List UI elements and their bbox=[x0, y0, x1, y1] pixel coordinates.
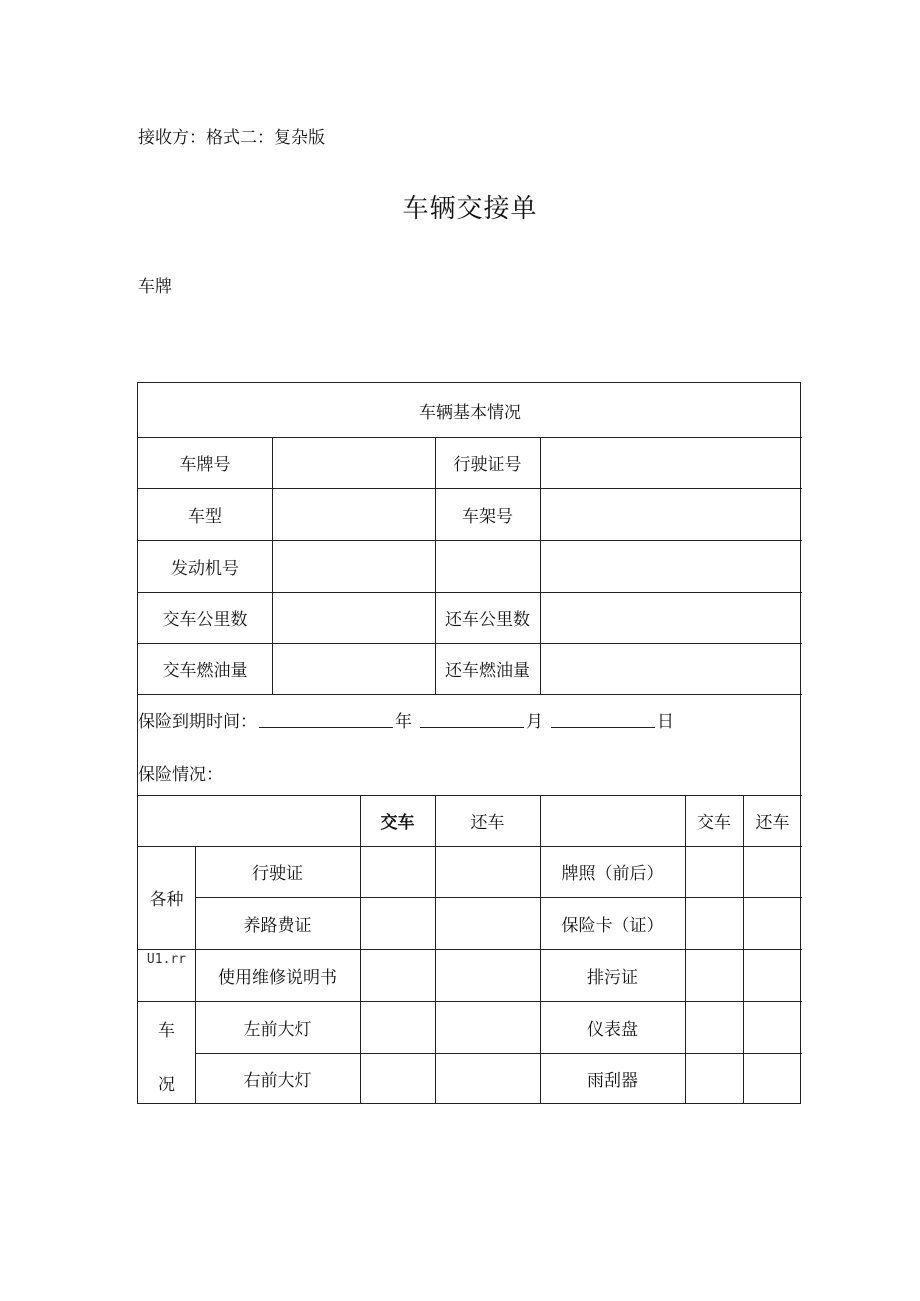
field-license-number[interactable] bbox=[540, 437, 802, 488]
label-license-number: 行驶证号 bbox=[453, 455, 522, 475]
field-return-mileage[interactable] bbox=[540, 592, 802, 643]
col-header-return: 还车 bbox=[470, 813, 505, 833]
plate-label: 车牌 bbox=[138, 277, 172, 297]
label-plate-number: 车牌号 bbox=[179, 455, 231, 475]
col-header-return-right: 还车 bbox=[755, 813, 790, 833]
receiver-format-line: 接收方：格式二：复杂版 bbox=[138, 128, 325, 148]
field-engine-number[interactable] bbox=[272, 540, 435, 592]
item-dashboard: 仪表盘 bbox=[587, 1019, 638, 1040]
col-header-deliver-right: 交车 bbox=[697, 813, 731, 833]
group-label-documents: 各种 bbox=[149, 890, 184, 910]
field-return-fuel[interactable] bbox=[540, 643, 802, 694]
grid-line bbox=[138, 694, 802, 695]
item-driving-license: 行驶证 bbox=[252, 864, 303, 884]
item-left-headlight: 左前大灯 bbox=[243, 1019, 312, 1040]
item-right-headlight: 右前大灯 bbox=[243, 1071, 312, 1091]
item-road-fee-certificate: 养路费证 bbox=[243, 915, 312, 936]
item-emission-certificate: 排污证 bbox=[587, 967, 638, 988]
empty-label-cell bbox=[435, 540, 540, 592]
label-return-fuel: 还车燃油量 bbox=[445, 661, 530, 681]
month-label: 月 bbox=[526, 711, 543, 732]
item-wipers: 雨刮器 bbox=[587, 1071, 638, 1091]
label-vehicle-model: 车型 bbox=[188, 506, 222, 527]
item-license-plates: 牌照（前后） bbox=[561, 864, 664, 884]
insurance-status-label: 保险情况： bbox=[138, 764, 223, 785]
label-frame-number: 车架号 bbox=[462, 506, 513, 527]
empty-field-cell[interactable] bbox=[540, 540, 802, 592]
group-label-car-2: 况 bbox=[158, 1074, 175, 1095]
insurance-month-blank[interactable] bbox=[420, 710, 524, 728]
field-vehicle-model[interactable] bbox=[272, 488, 435, 540]
label-engine-number: 发动机号 bbox=[171, 558, 239, 579]
day-label: 日 bbox=[657, 711, 674, 732]
handover-form-table bbox=[137, 382, 801, 1104]
item-insurance-card: 保险卡（证） bbox=[561, 915, 664, 936]
field-plate-number[interactable] bbox=[272, 437, 435, 488]
section-title-basic-info: 车辆基本情况 bbox=[419, 402, 521, 423]
stray-text: U1.rr bbox=[146, 951, 187, 967]
insurance-expiry-line bbox=[138, 703, 802, 735]
item-maintenance-manual: 使用维修说明书 bbox=[218, 967, 337, 988]
year-label: 年 bbox=[395, 711, 412, 732]
label-delivery-mileage: 交车公里数 bbox=[162, 610, 248, 630]
group-label-car-1: 车 bbox=[158, 1020, 175, 1041]
insurance-day-blank[interactable] bbox=[551, 710, 655, 728]
document-title: 车辆交接单 bbox=[402, 194, 538, 224]
col-header-deliver: 交车 bbox=[380, 813, 415, 833]
field-frame-number[interactable] bbox=[540, 488, 802, 540]
field-delivery-mileage[interactable] bbox=[272, 592, 435, 643]
field-delivery-fuel[interactable] bbox=[272, 643, 435, 694]
label-delivery-fuel: 交车燃油量 bbox=[162, 661, 248, 681]
label-return-mileage: 还车公里数 bbox=[445, 610, 530, 630]
insurance-year-blank[interactable] bbox=[259, 710, 393, 728]
insurance-expiry-label: 保险到期时间： bbox=[138, 711, 257, 732]
